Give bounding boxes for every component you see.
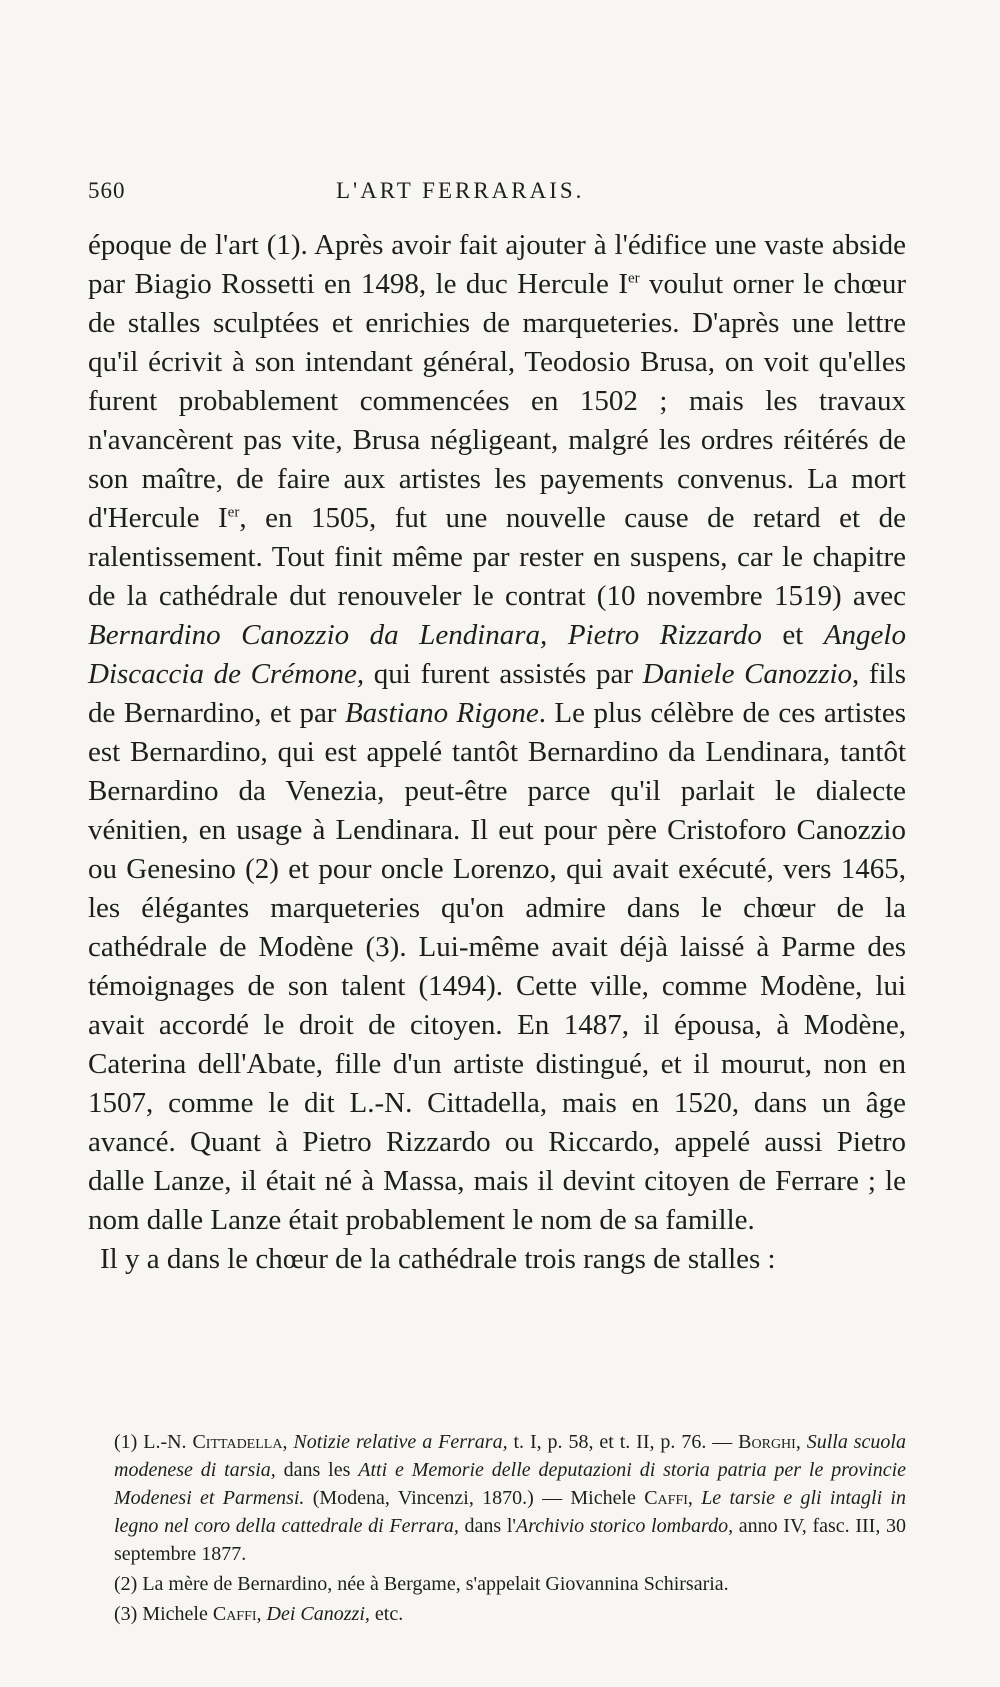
text-run: dans l' [458, 1515, 517, 1537]
text-run: , [256, 1603, 267, 1625]
footnote-1 [114, 1428, 906, 1568]
footnote-2: (2) La mère de Bernardino, née à Bergame, s'appelait Giovannina Schirsaria. [114, 1573, 729, 1595]
work-title: Notizie relative a Ferrara, [293, 1431, 508, 1453]
paragraph-1 [88, 226, 906, 1240]
running-head [88, 178, 906, 210]
work-title: Archivio storico lombardo, [516, 1515, 734, 1537]
work-title: Atti e Memorie delle deputazioni di storia patria per le provincie Modenesi et Parmensi. [114, 1459, 906, 1509]
author-name: Cittadella [192, 1431, 283, 1453]
text-run: , fils de Bernardino, et par [88, 658, 906, 729]
text-run: époque de l'art (1). Après avoir fait ajouter à l'édifice une vaste abside par Biagio Rossetti en 1498, le duc Hercule I [88, 229, 906, 300]
text-run: qui furent assistés par [364, 658, 643, 690]
superscript: er [627, 270, 640, 287]
artist-name: Bastiano Rigone [344, 697, 539, 729]
text-run: t. I, p. 58, et t. II, p. 76. — [507, 1431, 739, 1453]
text-run: , en 1505, fut une nouvelle cause de retard et de ralentissement. Tout finit même par rester en suspens, car le chapitre de la cathédrale dut renouveler le contrat (10 novembre 1519) avec [88, 502, 906, 612]
text-run: , [687, 1487, 702, 1509]
work-title: Dei Canozzi, [266, 1603, 370, 1625]
text-run: etc. [369, 1603, 404, 1625]
text-run: anno IV, fasc. III, 30 septembre 1877. [114, 1515, 906, 1565]
body-text [88, 226, 906, 1279]
author-name: Caffi [644, 1487, 688, 1509]
text-run: et [761, 619, 824, 651]
text-run: (Modena, Vincenzi, 1870.) — Michele [304, 1487, 645, 1509]
text-run: voulut orner le chœur de stalles sculptées et enrichies de marqueteries. D'après une lettre qu'il écrivit à son intendant général, Teodosio Brusa, on voit qu'elles furent probablement commencées en 1502 ; mais les travaux n'avancèrent pas vite, Brusa négligeant, malgré les ordres réitérés de son maître, de faire aux artistes les payements convenus. La mort d'Hercule I [88, 268, 906, 534]
footnote-3 [114, 1600, 906, 1628]
running-title: L'ART FERRARAIS. [336, 178, 585, 203]
text-run: . Le plus célèbre de ces artistes est Bernardino, qui est appelé tantôt Bernardino da Lendinara, tantôt Bernardino da Venezia, peut-être parce qu'il parlait le dialecte vénitien, en usage à Lendinara. Il eut pour père Cristoforo Canozzio ou Genesino (2) et pour oncle Lorenzo, qui avait exécuté, vers 1465, les élégantes marqueteries qu'on admire dans le chœur de la cathédrale de Modène (3). Lui-même avait déjà laissé à Parme des témoignages de son talent (1494). Cette ville, comme Modène, lui avait accordé le droit de citoyen. En 1487, il épousa, à Modène, Caterina dell'Abate, fille d'un artiste distingué, et il mourut, non en 1507, comme le dit L.-N. Cittadella, mais en 1520, dans un âge avancé. Quant à Pietro Rizzardo ou Riccardo, appelé aussi Pietro dalle Lanze, il était né à Massa, mais il devint citoyen de Ferrare ; le nom dalle Lanze était probablement le nom de sa famille. [88, 697, 906, 1236]
footnotes [114, 1428, 906, 1628]
paragraph-2: Il y a dans le chœur de la cathédrale trois rangs de stalles : [100, 1243, 776, 1275]
text-run: dans les [275, 1459, 359, 1481]
author-name: Borghi [738, 1431, 796, 1453]
work-title: Sulla scuola modenese di tarsia, [114, 1431, 906, 1481]
text-run: , [282, 1431, 294, 1453]
artist-name: Daniele Canozzio [642, 658, 853, 690]
superscript: er [227, 504, 240, 521]
author-name: Caffi [212, 1603, 257, 1625]
artist-name: Bernardino Canozzio da Lendinara, Pietro Rizzardo [88, 619, 762, 651]
text-run: (1) L.-N. [114, 1431, 193, 1453]
artist-name: Angelo Discaccia de Crémone, [88, 619, 906, 690]
work-title: Le tarsie e gli intagli in legno nel coro della cattedrale di Ferrara, [114, 1487, 906, 1537]
text-run: (3) Michele [114, 1603, 213, 1625]
text-run: , [795, 1431, 807, 1453]
page-number: 560 [88, 178, 126, 203]
